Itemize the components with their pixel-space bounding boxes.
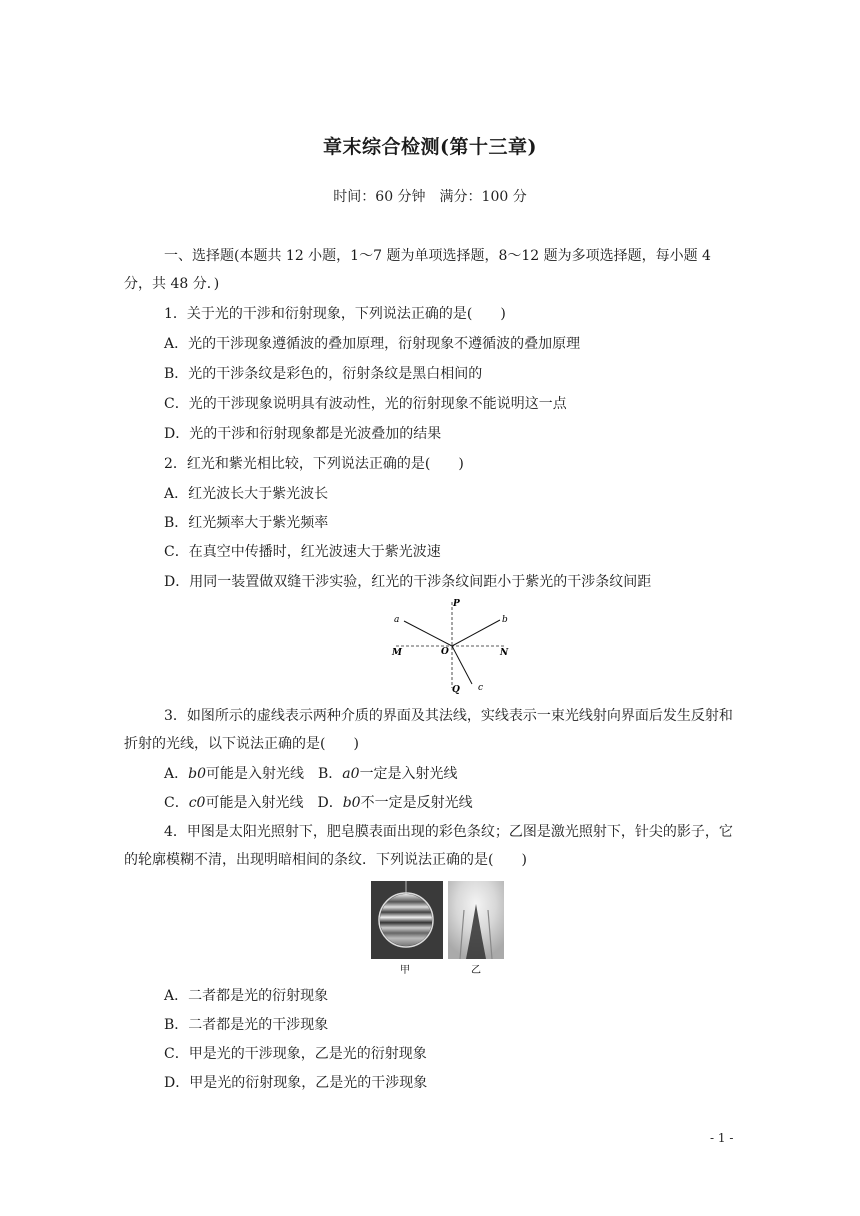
refraction-diagram <box>386 596 518 696</box>
q3-option-b-var: a0 <box>342 766 360 782</box>
q2-option-d: D．用同一装置做双缝干涉实验，红光的干涉条纹间距小于紫光的干涉条纹间距 <box>164 574 652 590</box>
q4-option-c: C．甲是光的干涉现象，乙是光的衍射现象 <box>164 1046 427 1062</box>
q1-option-b: B．光的干涉条纹是彩色的，衍射条纹是黑白相间的 <box>164 366 483 382</box>
exam-info: 时间：60 分钟 满分：100 分 <box>333 189 527 205</box>
q4-option-d: D．甲是光的衍射现象，乙是光的干涉现象 <box>164 1075 428 1091</box>
q3-option-a-text: 可能是入射光线 <box>206 766 304 782</box>
label-n: N <box>500 648 509 658</box>
page-number: - 1 - <box>710 1131 734 1145</box>
q3-option-b-text: 一定是入射光线 <box>359 766 458 782</box>
q3-option-c-prefix: C． <box>164 795 189 811</box>
ray-b <box>452 620 500 646</box>
q1-option-d: D．光的干涉和衍射现象都是光波叠加的结果 <box>164 426 442 442</box>
section-heading: 一、选择题(本题共 12 小题，1～7 题为单项选择题，8～12 题为多项选择题，每小题 4 分，共 48 分．) <box>124 248 711 292</box>
label-q: Q <box>452 685 460 695</box>
q4-option-a: A．二者都是光的衍射现象 <box>164 988 329 1004</box>
q4-stem: 4．甲图是太阳光照射下，肥皂膜表面出现的彩色条纹；乙图是激光照射下，针尖的影子，它的轮廓模糊不清，出现明暗相间的条纹．下列说法正确的是( ) <box>124 824 733 868</box>
q1-option-c: C．光的干涉现象说明具有波动性，光的衍射现象不能说明这一点 <box>164 396 567 412</box>
q3-option-d-prefix: D． <box>317 795 343 811</box>
label-o: O <box>441 647 449 657</box>
q3-options-ab <box>164 764 458 784</box>
ray-c <box>452 646 472 684</box>
label-b: b <box>502 615 508 625</box>
soap-film-fringes <box>380 894 432 946</box>
q3-option-d-text: 不一定是反射光线 <box>360 795 473 811</box>
q3-option-b-prefix: B． <box>318 766 343 782</box>
label-m: M <box>392 648 402 658</box>
q1-option-a: A．光的干涉现象遵循波的叠加原理，衍射现象不遵循波的叠加原理 <box>164 336 581 352</box>
q3-stem: 3．如图所示的虚线表示两种介质的界面及其法线，实线表示一束光线射向界面后发生反射和折射的光线，以下说法正确的是( ) <box>124 708 733 752</box>
page-title: 章末综合检测(第十三章) <box>323 136 537 158</box>
q3-options-cd <box>164 793 473 813</box>
label-c: c <box>478 683 484 693</box>
q3-option-a-var: b0 <box>188 766 206 782</box>
q2-option-b: B．红光频率大于紫光频率 <box>164 515 329 531</box>
q2-option-c: C．在真空中传播时，红光波速大于紫光波速 <box>164 544 441 560</box>
label-p: P <box>453 599 460 609</box>
interference-photos <box>370 880 506 976</box>
q3-option-c-text: 可能是入射光线 <box>205 795 304 811</box>
fig-label-yi: 乙 <box>471 965 481 976</box>
q2-stem: 2．红光和紫光相比较，下列说法正确的是( ) <box>164 456 464 472</box>
label-a: a <box>394 615 400 625</box>
q3-option-a-prefix: A． <box>164 766 189 782</box>
q3-option-c-var: c0 <box>188 795 206 811</box>
q2-option-a: A．红光波长大于紫光波长 <box>164 486 329 502</box>
q4-option-b: B．二者都是光的干涉现象 <box>164 1017 329 1033</box>
q1-stem: 1．关于光的干涉和衍射现象，下列说法正确的是( ) <box>164 306 506 322</box>
ray-a <box>404 621 452 646</box>
fig-label-jia: 甲 <box>400 965 410 976</box>
q3-option-d-var: b0 <box>342 795 361 811</box>
